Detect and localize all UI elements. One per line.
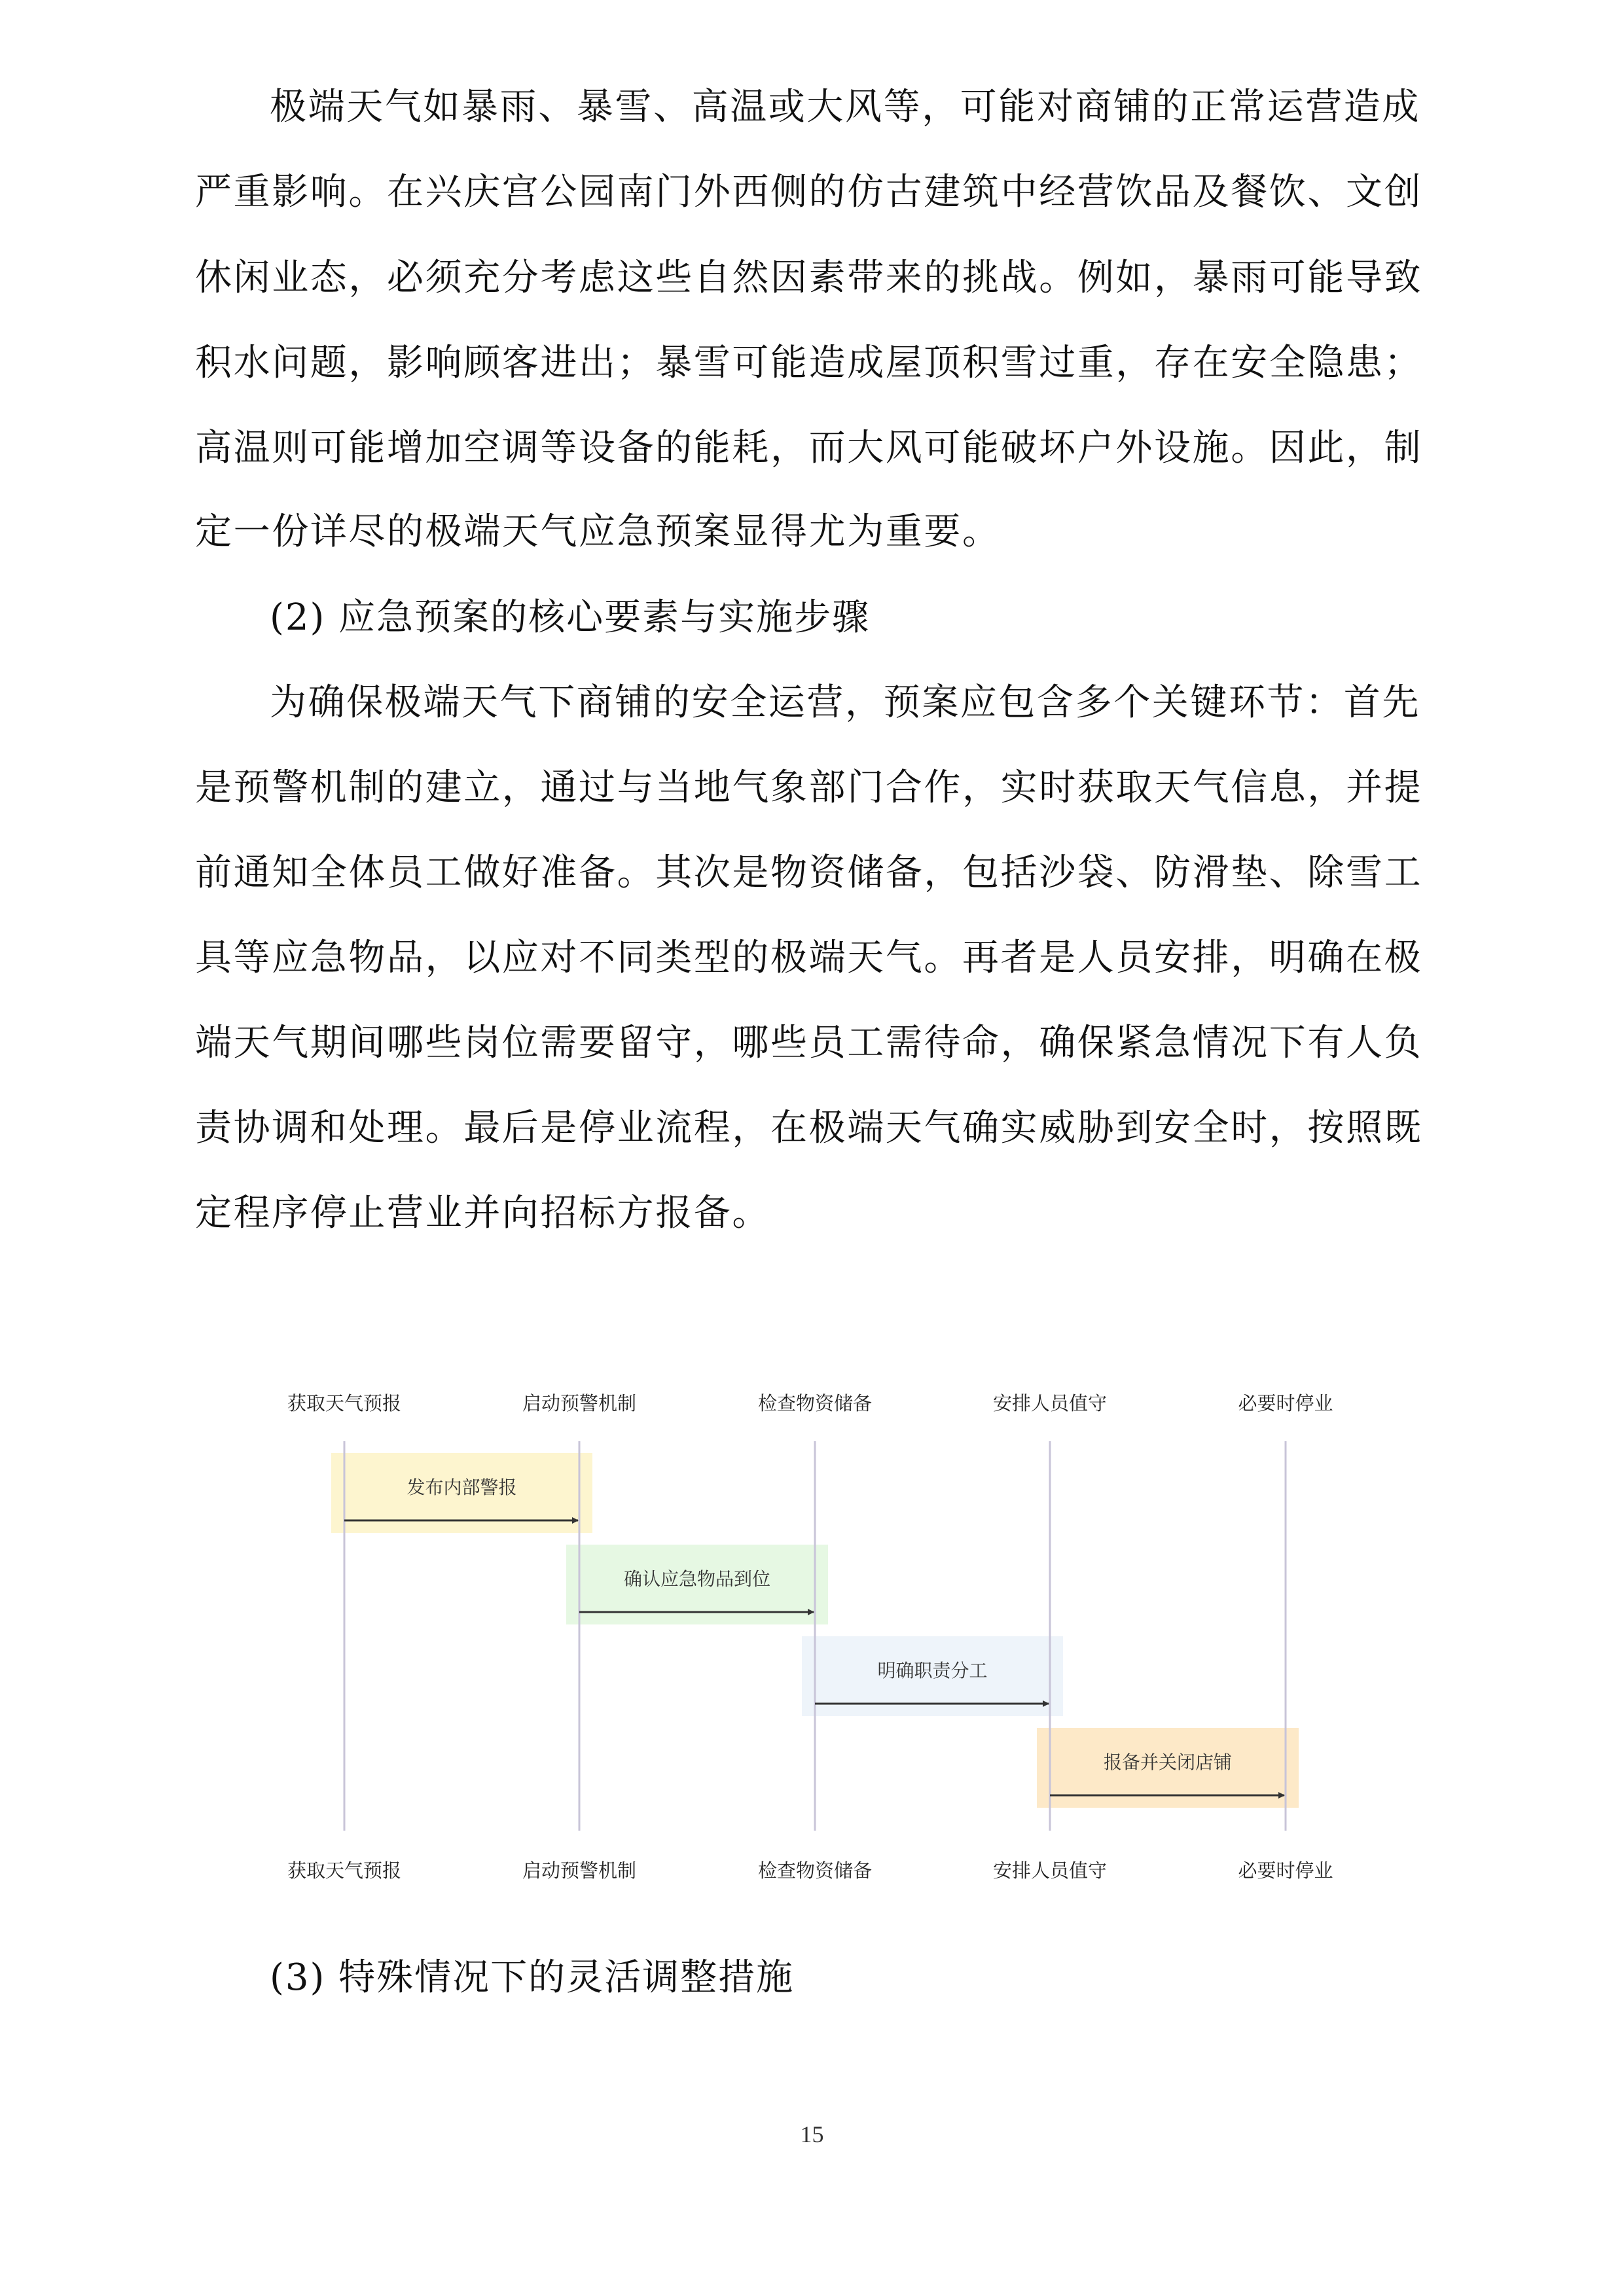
message-label: 确认应急物品到位 [623, 1568, 771, 1590]
text-line: 端天气期间哪些岗位需要留守，哪些员工需待命，确保紧急情况下有人负 [195, 1022, 1423, 1064]
participant-label-top: 必要时停业 [1238, 1392, 1333, 1414]
text-line: 是预警机制的建立，通过与当地气象部门合作，实时获取天气信息，并提 [195, 766, 1423, 809]
participant-label-bottom: 获取天气预报 [287, 1859, 402, 1882]
participant-label-top: 安排人员值守 [992, 1392, 1108, 1414]
message-label: 明确职责分工 [877, 1660, 988, 1681]
text-line: 积水问题，影响顾客进出；暴雪可能造成屋顶积雪过重，存在安全隐患； [195, 342, 1423, 384]
text-line: 定一份详尽的极端天气应急预案显得尤为重要。 [195, 511, 1001, 553]
section-heading-3: (3) 特殊情况下的灵活调整措施 [270, 1956, 795, 1999]
text-line: 责协调和处理。最后是停业流程，在极端天气确实威胁到安全时，按照既 [195, 1107, 1423, 1149]
participant-label-top: 检查物资储备 [757, 1392, 873, 1414]
section-heading-2: (2) 应急预案的核心要素与实施步骤 [270, 596, 871, 639]
sequence-diagram [0, 1361, 1624, 1950]
participant-label-bottom: 启动预警机制 [522, 1859, 637, 1882]
text-line: 定程序停止营业并向招标方报备。 [195, 1192, 770, 1234]
message-label: 发布内部警报 [406, 1477, 517, 1498]
text-line: 严重影响。在兴庆宫公园南门外西侧的仿古建筑中经营饮品及餐饮、文创 [195, 171, 1423, 213]
text-line: 极端天气如暴雨、暴雪、高温或大风等，可能对商铺的正常运营造成 [270, 86, 1420, 128]
text-line: 高温则可能增加空调等设备的能耗，而大风可能破坏户外设施。因此，制 [195, 427, 1423, 469]
participant-label-bottom: 必要时停业 [1238, 1859, 1333, 1882]
participant-label-bottom: 检查物资储备 [757, 1859, 873, 1882]
text-line: 前通知全体员工做好准备。其次是物资储备，包括沙袋、防滑垫、除雪工 [195, 852, 1423, 894]
text-line: 休闲业态，必须充分考虑这些自然因素带来的挑战。例如，暴雨可能导致 [195, 257, 1423, 299]
participant-label-top: 启动预警机制 [522, 1392, 637, 1414]
participant-label-bottom: 安排人员值守 [992, 1859, 1108, 1882]
participant-label-top: 获取天气预报 [287, 1392, 402, 1414]
message-label: 报备并关闭店铺 [1103, 1751, 1233, 1773]
text-line: 具等应急物品，以应对不同类型的极端天气。再者是人员安排，明确在极 [195, 937, 1423, 979]
page-number: 15 [800, 2121, 824, 2147]
text-line: 为确保极端天气下商铺的安全运营，预案应包含多个关键环节：首先 [270, 681, 1420, 724]
